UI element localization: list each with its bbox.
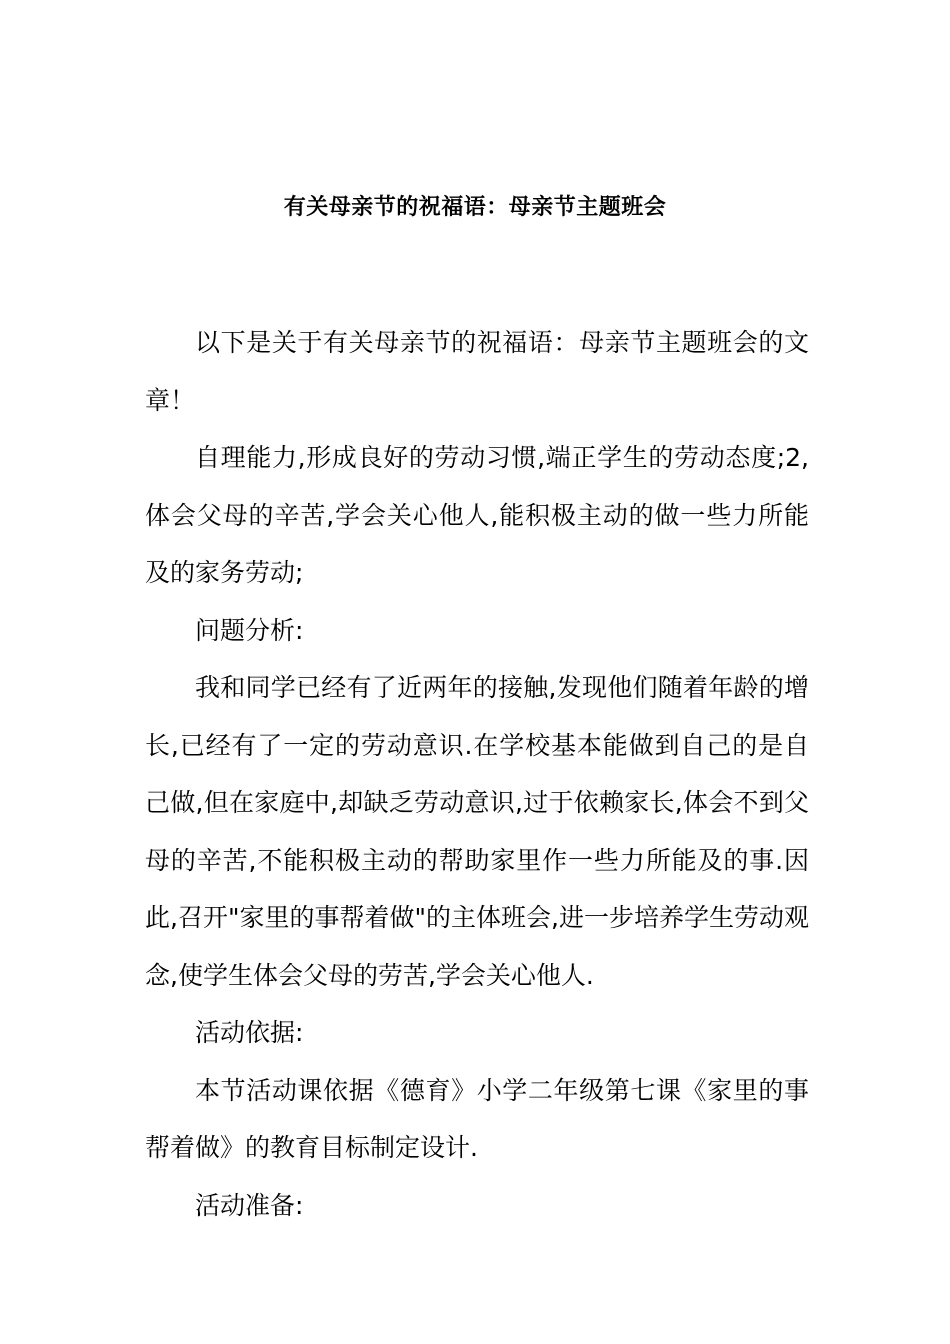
paragraph-goals: 自理能力,形成良好的劳动习惯,端正学生的劳动态度;2,体会父母的辛苦,学会关心他人,能积极主动的做一些力所能及的家务劳动;: [145, 443, 809, 587]
paragraph-activity-basis: 本节活动课依据《德育》小学二年级第七课《家里的事帮着做》的教育目标制定设计.: [145, 1075, 809, 1162]
heading-problem-analysis: 问题分析:: [195, 615, 304, 645]
paragraph-problem-analysis: 我和同学已经有了近两年的接触,发现他们随着年龄的增长,已经有了一定的劳动意识.在学校基本能做到自己的是自己做,但在家庭中,却缺乏劳动意识,过于依赖家长,体会不到父母的辛苦,不能积极主动的帮助家里作一些力所能及的事.因此,召开"家里的事帮着做"的主体班会,进一步培养学生劳动观念,使学生体会父母的劳苦,学会关心他人.: [145, 673, 809, 990]
paragraph-intro: 以下是关于有关母亲节的祝福语：母亲节主题班会的文章！: [145, 328, 809, 415]
document-title: 有关母亲节的祝福语：母亲节主题班会: [283, 195, 667, 220]
heading-activity-preparation: 活动准备:: [195, 1190, 304, 1220]
heading-activity-basis: 活动依据:: [195, 1018, 304, 1047]
document-body: [145, 314, 809, 1234]
